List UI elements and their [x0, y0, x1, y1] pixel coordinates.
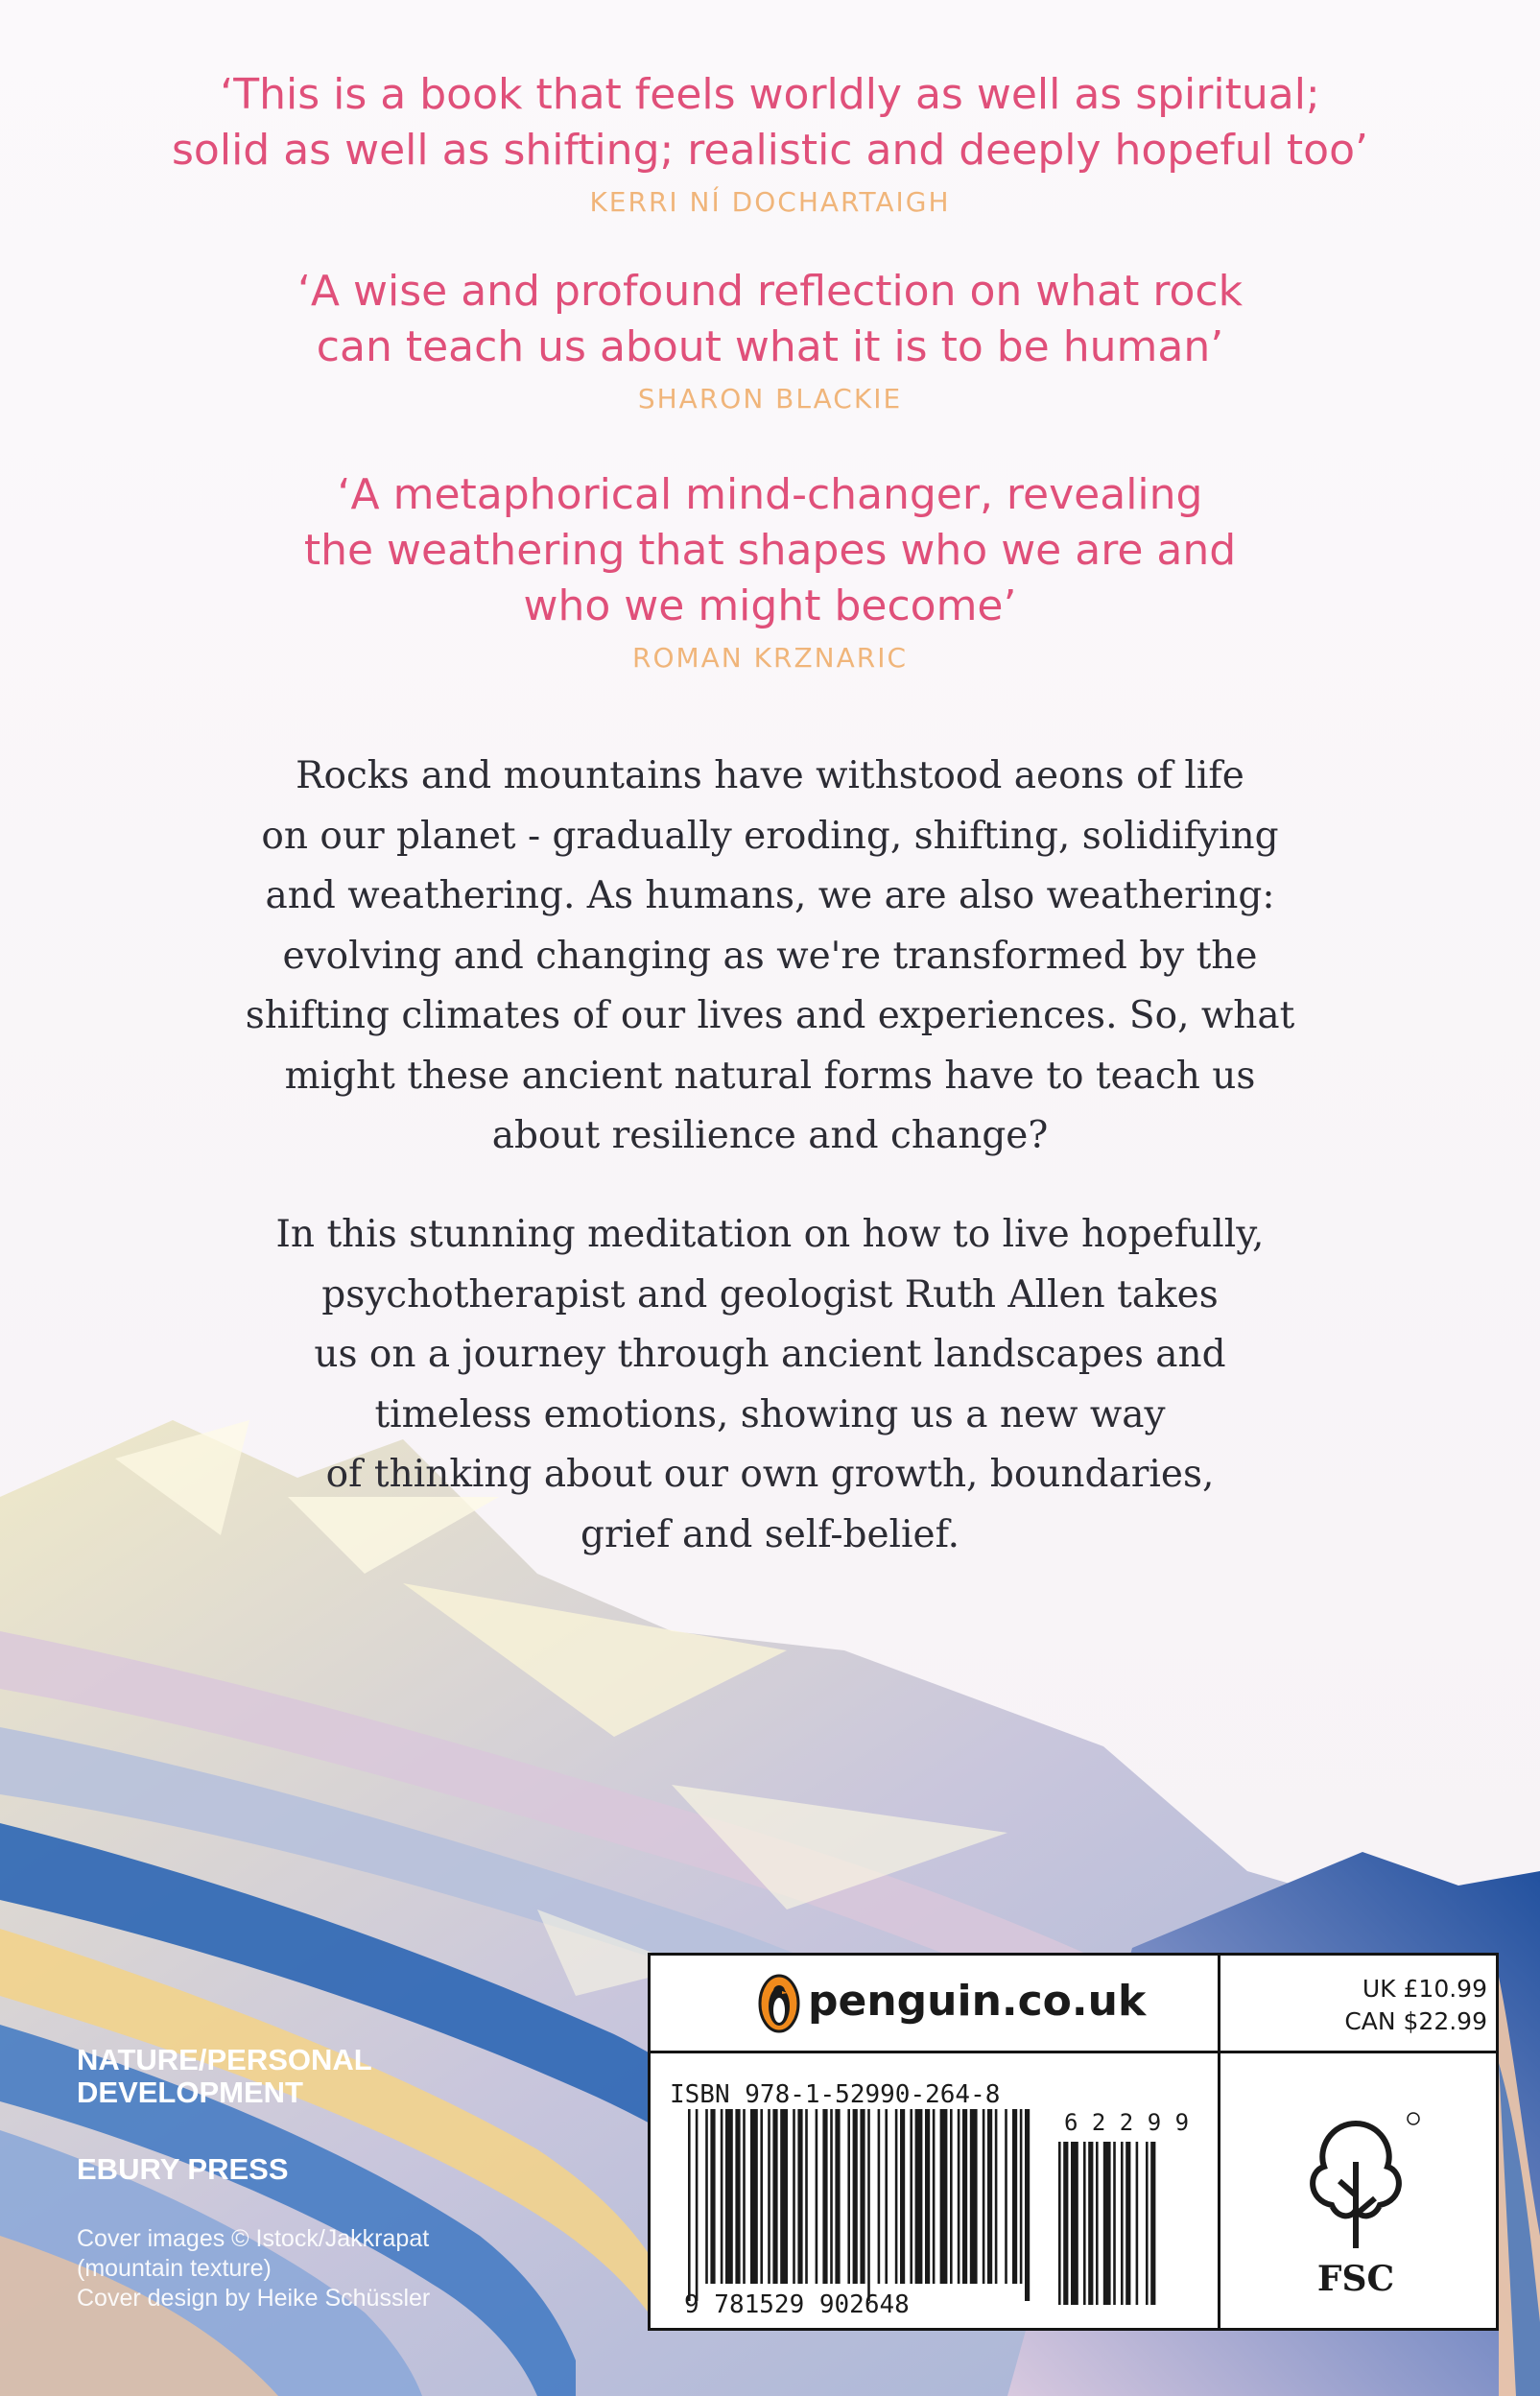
barcode-bar: [816, 2109, 818, 2284]
category-label: [77, 2044, 372, 2109]
barcode-bar: [830, 2109, 833, 2284]
barcode-bar: [878, 2109, 881, 2284]
barcode-bar: [822, 2109, 827, 2284]
imprint-label: EBURY PRESS: [77, 2152, 289, 2186]
barcode-bar: [925, 2109, 930, 2284]
website-link[interactable]: penguin.co.uk: [808, 1977, 1147, 2026]
price-uk: UK £10.99: [1362, 1975, 1487, 2003]
barcode-bar: [847, 2109, 850, 2284]
quote-1-author: KERRI NÍ DOCHARTAIGH: [589, 186, 951, 218]
quote-3: [0, 467, 1540, 674]
barcode-bar: [1083, 2142, 1086, 2305]
barcode-bar: [1088, 2142, 1093, 2305]
barcode-bar: [867, 2109, 870, 2301]
barcode-bar: [1150, 2142, 1155, 2305]
blurb-line: Rocks and mountains have withstood aeons of life: [296, 754, 1244, 797]
panel-divider-vertical: [1218, 1956, 1220, 2328]
fsc-label: FSC: [1316, 2259, 1395, 2299]
quote-3-line-1: ‘A metaphorical mind-changer, revealing: [337, 470, 1203, 519]
credit-line-2: (mountain texture): [77, 2255, 272, 2282]
barcode-bar: [768, 2109, 770, 2284]
blurb-line: shifting climates of our lives and experiences. So, what: [245, 994, 1295, 1037]
barcode-bar: [1125, 2142, 1130, 2305]
barcode-bar: [895, 2109, 898, 2284]
isbn-number: ISBN 978-1-52990-264-8: [670, 2080, 1001, 2109]
barcode-bar: [900, 2109, 905, 2284]
blurb-paragraph-1: [192, 747, 1348, 1167]
barcode-bar: [797, 2109, 802, 2284]
addon-digits: 6 2 2 9 9: [1064, 2109, 1190, 2136]
blurb-line: on our planet - gradually eroding, shifting, solidifying: [261, 814, 1279, 858]
blurb-line: evolving and changing as we're transformed by the: [282, 934, 1258, 978]
barcode-bar: [1071, 2142, 1078, 2305]
quote-1-line-2: solid as well as shifting; realistic and deeply hopeful too’: [172, 126, 1368, 175]
barcode-bar: [1020, 2109, 1023, 2284]
barcode-bar: [987, 2109, 992, 2284]
barcode-bar: [1025, 2109, 1030, 2301]
category-line-1: NATURE/PERSONAL: [77, 2043, 372, 2076]
blurb-line: of thinking about our own growth, boundaries,: [325, 1453, 1215, 1496]
quote-3-line-3: who we might become’: [523, 581, 1017, 630]
barcode-bar: [735, 2109, 740, 2284]
barcode-bar: [950, 2109, 953, 2284]
blurb-line: about resilience and change?: [491, 1114, 1049, 1157]
barcode-bar: [750, 2109, 758, 2284]
ean-barcode: [684, 2109, 1202, 2320]
barcode-bar: [910, 2109, 912, 2284]
barcode-bar: [772, 2109, 777, 2284]
barcode-bar: [1063, 2142, 1068, 2305]
addon-barcode-bars: [1058, 2142, 1155, 2305]
price-can: CAN $22.99: [1344, 2007, 1487, 2035]
barcode-bar: [1136, 2142, 1139, 2305]
barcode-bar: [725, 2109, 733, 2284]
barcode-bar: [780, 2109, 788, 2284]
barcode-bar: [835, 2109, 840, 2284]
quote-3-author: ROMAN KRZNARIC: [631, 642, 908, 674]
barcode-bar: [995, 2109, 998, 2284]
barcode-bar: [970, 2109, 978, 2284]
quote-1: [0, 67, 1540, 218]
barcode-bar: [1103, 2142, 1111, 2305]
barcode-bar: [793, 2109, 795, 2284]
category-line-2: DEVELOPMENT: [77, 2076, 303, 2109]
barcode-bar: [1058, 2142, 1061, 2305]
quote-2-line-1: ‘A wise and profound reflection on what rock: [296, 267, 1244, 316]
barcode-bar: [743, 2109, 746, 2284]
barcode-bar: [1005, 2109, 1007, 2284]
barcode-bar: [760, 2109, 763, 2284]
barcode-bar: [1012, 2109, 1017, 2284]
barcode-bars: [688, 2109, 1030, 2301]
blurb-line: might these ancient natural forms have to teach us: [284, 1054, 1256, 1098]
blurb-line: us on a journey through ancient landscapes and: [314, 1333, 1226, 1376]
barcode-bar: [805, 2109, 808, 2284]
barcode-bar: [721, 2109, 723, 2284]
barcode-panel: [648, 1953, 1499, 2331]
quote-2-line-2: can teach us about what it is to be human’: [316, 322, 1224, 371]
barcode-bar: [983, 2109, 985, 2284]
barcode-bar: [915, 2109, 923, 2284]
blurb-line: timeless emotions, showing us a new way: [374, 1392, 1166, 1436]
barcode-bar: [940, 2109, 948, 2284]
penguin-logo-icon: [758, 1974, 800, 2033]
quote-2: [0, 264, 1540, 415]
barcode-bar: [688, 2109, 691, 2301]
barcode-bar: [853, 2109, 858, 2284]
quote-1-line-1: ‘This is a book that feels worldly as well as spiritual;: [220, 70, 1320, 119]
barcode-bar: [1121, 2142, 1124, 2305]
blurb-line: and weathering. As humans, we are also weathering:: [265, 874, 1275, 917]
panel-divider-horizontal: [651, 2051, 1496, 2053]
blurb-line: psychotherapist and geologist Ruth Allen takes: [321, 1272, 1219, 1317]
blurb-paragraph-2: [192, 1205, 1348, 1565]
barcode-bar: [860, 2109, 865, 2284]
barcode-bar: [958, 2109, 960, 2284]
barcode-bar: [1146, 2142, 1149, 2305]
cover-credits: [77, 2224, 430, 2313]
barcode-bar: [962, 2109, 967, 2284]
credit-line-3: Cover design by Heike Schüssler: [77, 2285, 431, 2312]
blurb-line: grief and self-belief.: [580, 1512, 960, 1556]
barcode-bar: [696, 2109, 699, 2301]
quote-3-line-2: the weathering that shapes who we are and: [303, 526, 1237, 575]
quote-2-author: SHARON BLACKIE: [637, 383, 903, 415]
fsc-tree-icon: [1284, 2104, 1428, 2263]
ean-digits: 9 781529 902648: [684, 2290, 910, 2319]
barcode-bar: [885, 2109, 888, 2284]
barcode-bar: [1096, 2142, 1099, 2305]
blurb-line: In this stunning meditation on how to live hopefully,: [275, 1213, 1265, 1256]
barcode-bar: [705, 2109, 708, 2284]
barcode-bar: [933, 2109, 936, 2284]
credit-line-1: Cover images © Istock/Jakkrapat: [77, 2225, 430, 2252]
barcode-bar: [710, 2109, 715, 2284]
barcode-bar: [1113, 2142, 1116, 2305]
